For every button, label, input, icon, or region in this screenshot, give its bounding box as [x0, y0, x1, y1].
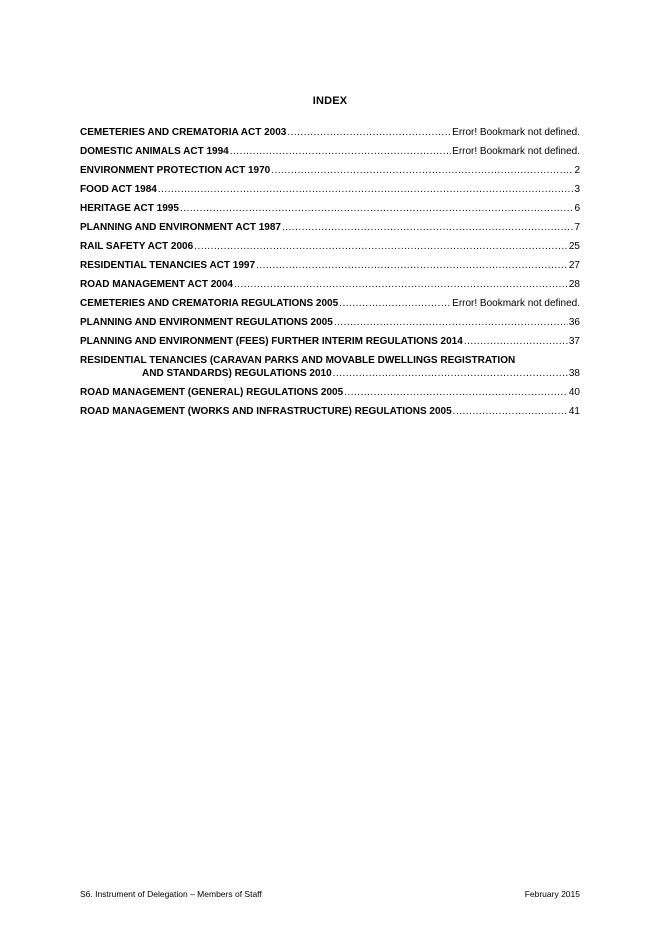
dot-leader [464, 335, 568, 348]
toc-entry-page: 7 [574, 222, 580, 233]
toc-entry-title: CEMETERIES AND CREMATORIA ACT 2003 [80, 127, 287, 138]
dot-leader [256, 259, 568, 272]
dot-leader [234, 278, 568, 291]
toc-entry-page: 40 [568, 387, 580, 398]
toc-entry[interactable] [80, 259, 580, 272]
toc-entry-page: 37 [568, 336, 580, 347]
dot-leader [158, 183, 574, 196]
toc-entry-second-line [80, 367, 580, 380]
toc-entry[interactable] [80, 202, 580, 215]
toc-entry[interactable] [80, 240, 580, 253]
toc-entry-title: ENVIRONMENT PROTECTION ACT 1970 [80, 165, 271, 176]
toc-entry[interactable] [80, 354, 580, 380]
toc-entry-title: ROAD MANAGEMENT ACT 2004 [80, 279, 233, 290]
dot-leader [334, 316, 568, 329]
toc-entry-title: PLANNING AND ENVIRONMENT REGULATIONS 2005 [80, 317, 333, 328]
toc-entry-page: 41 [568, 406, 580, 417]
toc-entry-page: 2 [574, 165, 580, 176]
toc-entry-title: DOMESTIC ANIMALS ACT 1994 [80, 146, 229, 157]
toc-entry[interactable] [80, 316, 580, 329]
footer-document-title: S6. Instrument of Delegation – Members of Staff [80, 889, 262, 899]
dot-leader [282, 221, 573, 234]
toc-entry[interactable] [80, 126, 580, 139]
page-footer [80, 889, 580, 899]
toc-entry[interactable] [80, 335, 580, 348]
dot-leader [453, 405, 568, 418]
toc-entry-title: ROAD MANAGEMENT (GENERAL) REGULATIONS 2005 [80, 387, 344, 398]
dot-leader [333, 367, 568, 380]
toc-entry-page: Error! Bookmark not defined. [452, 146, 580, 157]
toc-entry-title: FOOD ACT 1984 [80, 184, 157, 195]
toc-entry-page: 6 [574, 203, 580, 214]
toc-entry-title: PLANNING AND ENVIRONMENT ACT 1987 [80, 222, 281, 233]
toc-entry-title: RAIL SAFETY ACT 2006 [80, 241, 194, 252]
toc-entry[interactable] [80, 145, 580, 158]
toc-entry-page: 27 [568, 260, 580, 271]
toc-entry-page: Error! Bookmark not defined. [452, 127, 580, 138]
dot-leader [230, 145, 451, 158]
footer-date: February 2015 [524, 889, 580, 899]
toc-entry-page: 25 [568, 241, 580, 252]
toc-entry[interactable] [80, 405, 580, 418]
dot-leader [339, 297, 451, 310]
toc-entry-title-line2: AND STANDARDS) REGULATIONS 2010 [142, 368, 332, 379]
toc-entry[interactable] [80, 386, 580, 399]
toc-entry-page: Error! Bookmark not defined. [452, 298, 580, 309]
toc-entry[interactable] [80, 278, 580, 291]
toc-entry[interactable] [80, 221, 580, 234]
toc-entry[interactable] [80, 164, 580, 177]
dot-leader [180, 202, 574, 215]
toc-entry-page: 28 [568, 279, 580, 290]
toc-entry[interactable] [80, 183, 580, 196]
dot-leader [287, 126, 451, 139]
page-title: INDEX [312, 95, 348, 107]
dot-leader [194, 240, 568, 253]
toc-entry-title: CEMETERIES AND CREMATORIA REGULATIONS 2005 [80, 298, 339, 309]
toc-entry-page: 3 [574, 184, 580, 195]
toc-entry-title-line1: RESIDENTIAL TENANCIES (CARAVAN PARKS AND MOVABLE DWELLINGS REGISTRATION [80, 355, 516, 366]
toc-entry-title: ROAD MANAGEMENT (WORKS AND INFRASTRUCTURE) REGULATIONS 2005 [80, 406, 452, 417]
toc-entry-page: 36 [568, 317, 580, 328]
toc-entry-title: PLANNING AND ENVIRONMENT (FEES) FURTHER INTERIM REGULATIONS 2014 [80, 336, 463, 347]
dot-leader [344, 386, 568, 399]
dot-leader [271, 164, 573, 177]
toc-entry[interactable] [80, 297, 580, 310]
toc-entry-page: 38 [568, 368, 580, 379]
table-of-contents [80, 126, 580, 424]
toc-entry-title: HERITAGE ACT 1995 [80, 203, 179, 214]
toc-entry-title: RESIDENTIAL TENANCIES ACT 1997 [80, 260, 256, 271]
